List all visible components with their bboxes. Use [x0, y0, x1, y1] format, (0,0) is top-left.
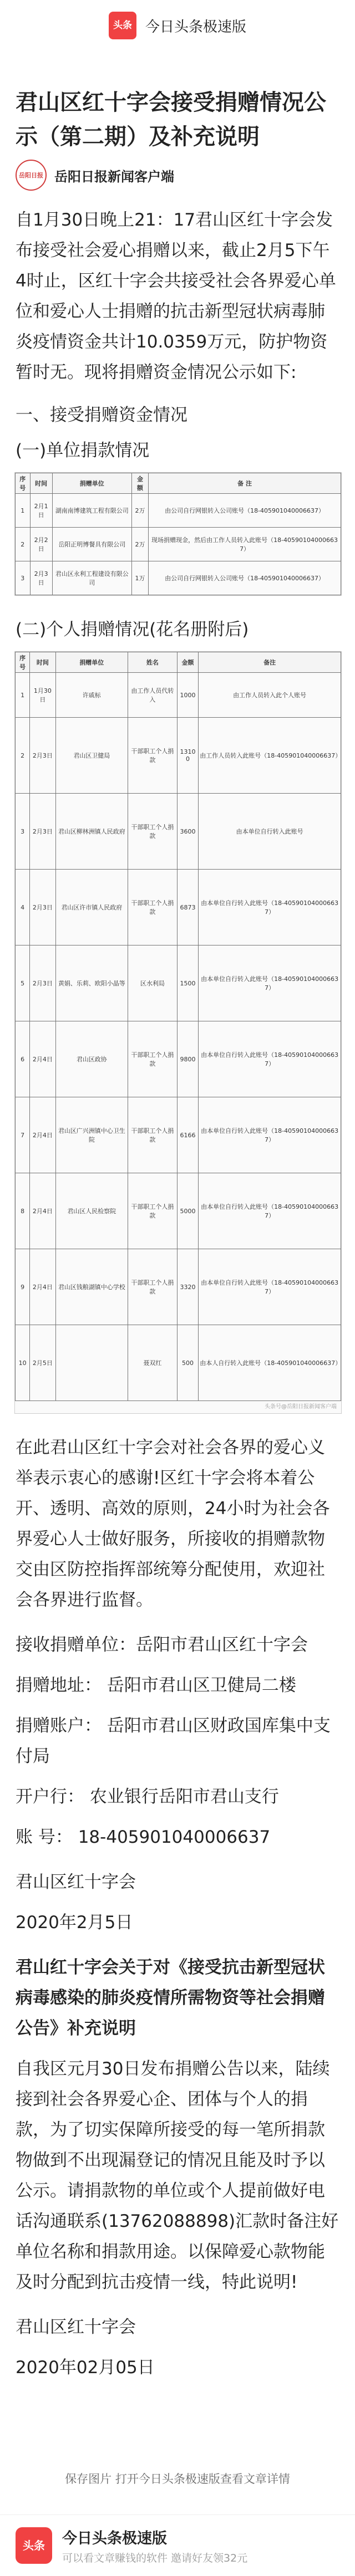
table-cell: 由本单位自行转入此账号	[199, 794, 341, 870]
promo-app-name: 今日头条极速版	[62, 2530, 167, 2547]
person-donation-table-image	[14, 651, 342, 1414]
table-cell: 13100	[177, 718, 199, 794]
table-cell: 1万	[131, 561, 148, 595]
table-cell: 君山区柳林洲镇人民政府	[55, 794, 128, 870]
table-cell: 君山区许市镇人民政府	[55, 870, 128, 945]
table-cell: 4	[16, 870, 30, 945]
table-cell: 2月3日	[30, 794, 55, 870]
table-cell: 由公司自行网银转入公司账号（18-405901040006637）	[149, 494, 341, 528]
table-cell: 干部职工个人捐款	[128, 1249, 178, 1325]
address-line: 捐赠地址： 岳阳市君山区卫健局二楼	[16, 1675, 296, 1695]
table-cell: 聂双红	[128, 1325, 178, 1401]
table-cell: 3	[16, 561, 31, 595]
supplement-body: 自我区元月30日发布捐赠公告以来，陆续接到社会各界爱心企、团体与个人的捐款，为了切实保障所接受的每一笔所捐款物做到不出现漏登记的情况且能及时予以公示。请捐款物的单位或个人提前做好电话沟通联系(13762088898)汇款时备注好单位名称和捐款用途。以保障爱心款物能及时分配到抗击疫情一线，特此说明!	[16, 2059, 339, 2292]
table-row	[16, 561, 341, 595]
table-cell: 7	[16, 1097, 30, 1173]
table-row	[16, 718, 341, 794]
intro-paragraph: 自1月30日晚上21：17君山区红十字会发布接受社会爱心捐赠以来，截止2月5下午4时止，区红十字会共接受社会各界爱心单位和爱心人士捐赠的抗击新型冠状病毒肺炎疫情资金共计10.0359万元，防护物资暂时无。现将捐赠资金情况公示如下:	[16, 210, 336, 382]
table-header-cell: 姓名	[128, 652, 178, 673]
table-cell: 3600	[177, 794, 199, 870]
source-name: 岳阳日报新闻客户端	[54, 168, 174, 185]
signature-2: 君山区红十字会	[16, 2317, 136, 2337]
promo-slogan: 可以看文章赚钱的软件 邀请好友领32元	[62, 2552, 248, 2564]
table-cell: 君山区卫健局	[55, 718, 128, 794]
table-cell: 黄娟、乐莉、欧阳小晶等	[55, 945, 128, 1021]
article	[0, 51, 355, 2383]
table-cell: 1500	[177, 945, 199, 1021]
table-cell: 干部职工个人捐款	[128, 718, 178, 794]
table-cell: 由本单位自行转入此账号（18-405901040006637）	[199, 945, 341, 1021]
table-cell: 5	[16, 945, 30, 1021]
table-cell: 500	[177, 1325, 199, 1401]
table-row	[16, 1249, 341, 1325]
table-row	[16, 1021, 341, 1097]
table-cell: 由本人自行转入此账号（18-405901040006637）	[199, 1325, 341, 1401]
table-cell: 岳阳正明博餐具有限公司	[52, 528, 131, 561]
table-header-cell: 备注	[199, 652, 341, 673]
table-header-cell: 金额	[177, 652, 199, 673]
table-header-cell: 时间	[30, 473, 52, 494]
table-cell: 由公司自行网银转入公司账号（18-405901040006637）	[149, 561, 341, 595]
table-row	[16, 494, 341, 528]
supplement-title: 君山红十字会关于对《接受抗击新型冠状病毒感染的肺炎疫情所需物资等社会捐赠公告》补充说明	[16, 1957, 325, 2038]
table-cell: 2万	[131, 528, 148, 561]
table-row	[16, 1173, 341, 1249]
table-cell: 君山区人民检察院	[55, 1173, 128, 1249]
table-cell: 干部职工个人捐款	[128, 794, 178, 870]
table-row	[16, 1325, 341, 1401]
receiver-line: 接收捐赠单位：岳阳市君山区红十字会	[16, 1635, 308, 1655]
table-cell: 君山区广兴洲镇中心卫生院	[55, 1097, 128, 1173]
table-cell: 2	[16, 718, 30, 794]
table-cell: 由工作人员转入此个人账号	[199, 673, 341, 718]
thanks-paragraph: 在此君山区红十字会对社会各界的爱心义举表示衷心的感谢!区红十字会将本着公开、透明、高效的原则，24小时为社会各界爱心人士做好服务，所接收的捐赠款物交由区防控指挥部统筹分配使用，欢迎社会各界进行监督。	[16, 1438, 330, 1610]
table-cell: 10	[16, 1325, 30, 1401]
section-subheading-unit: (一)单位捐款情况	[16, 441, 150, 461]
table-cell: 2月2日	[30, 528, 52, 561]
table-cell: 2月3日	[30, 945, 55, 1021]
article-source[interactable]	[16, 160, 339, 191]
table-cell: 2月4日	[30, 1021, 55, 1097]
table-cell: 9800	[177, 1021, 199, 1097]
table-cell: 2月4日	[30, 1249, 55, 1325]
table-cell: 2月4日	[30, 1173, 55, 1249]
table-cell: 6873	[177, 870, 199, 945]
person-donation-table	[15, 652, 341, 1401]
bank-line: 开户行： 农业银行岳阳市君山支行	[16, 1787, 279, 1807]
unit-donation-table	[15, 473, 341, 595]
table-cell: 由本单位自行转入此账号（18-405901040006637）	[199, 1173, 341, 1249]
app-title: 今日头条极速版	[145, 18, 246, 35]
table-row	[16, 528, 341, 561]
table-cell: 君山区钱粮湖镇中心学校	[55, 1249, 128, 1325]
table-cell: 干部职工个人捐款	[128, 870, 178, 945]
table-header-cell: 序号	[16, 652, 30, 673]
table-cell: 由本单位自行转入此账号（18-405901040006637）	[199, 1097, 341, 1173]
table-row	[16, 794, 341, 870]
table-cell: 由本单位自行转入此账号（18-405901040006637）	[199, 1249, 341, 1325]
table-row	[16, 673, 341, 718]
table-watermark: 头条号@岳阳日报新闻客户端	[265, 1404, 337, 1410]
source-avatar: 岳阳日报	[16, 160, 47, 191]
promo-text	[62, 2526, 247, 2565]
table-header-cell: 时间	[30, 652, 55, 673]
table-cell: 5000	[177, 1173, 199, 1249]
table-cell: 2月5日	[30, 1325, 55, 1401]
table-cell: 现场捐赠现金，然后由工作人员转入此账号（18-405901040006637）	[149, 528, 341, 561]
app-header	[0, 0, 355, 51]
table-cell: 2月3日	[30, 870, 55, 945]
table-cell: 3320	[177, 1249, 199, 1325]
date-2: 2020年02月05日	[16, 2358, 155, 2378]
table-cell: 君山区永利工程建设有限公司	[52, 561, 131, 595]
section-heading-1: 一、接受捐赠资金情况	[16, 405, 187, 425]
unit-donation-table-image	[14, 472, 342, 596]
table-cell: 2月3日	[30, 561, 52, 595]
table-header-cell: 金 额	[131, 473, 148, 494]
table-cell: 1	[16, 673, 30, 718]
article-headline: 君山区红十字会接受捐赠情况公示（第二期）及补充说明	[16, 90, 326, 150]
table-cell: 8	[16, 1173, 30, 1249]
table-cell: 6	[16, 1021, 30, 1097]
table-cell: 1月30日	[30, 673, 55, 718]
table-header-cell: 序号	[16, 473, 31, 494]
save-image-note[interactable]: 保存图片 打开今日头条极速版查看文章详情	[65, 2472, 290, 2486]
table-cell: 许戚标	[55, 673, 128, 718]
table-cell: 2月4日	[30, 1097, 55, 1173]
table-cell: 由本单位自行转入此账号（18-405901040006637）	[199, 870, 341, 945]
table-cell: 由本单位自行转入此账号（18-405901040006637）	[199, 1021, 341, 1097]
account-line: 捐赠账户： 岳阳市君山区财政国库集中支付局	[16, 1716, 331, 1766]
table-cell: 1000	[177, 673, 199, 718]
table-cell: 区水利局	[128, 945, 178, 1021]
table-cell: 2月3日	[30, 718, 55, 794]
table-row	[16, 870, 341, 945]
table-cell: 3	[16, 794, 30, 870]
toutiao-logo-icon: 头条	[109, 12, 136, 39]
table-cell: 2	[16, 528, 31, 561]
table-header-cell: 捐赠单位	[52, 473, 131, 494]
table-cell: 9	[16, 1249, 30, 1325]
section-subheading-person: (二)个人捐赠情况(花名册附后)	[16, 620, 249, 640]
date-1: 2020年2月5日	[16, 1913, 133, 1933]
table-cell: 湖南南博建筑工程有限公司	[52, 494, 131, 528]
app-promo-bar[interactable]	[0, 2514, 355, 2576]
table-header-cell: 备 注	[149, 473, 341, 494]
table-cell: 6166	[177, 1097, 199, 1173]
table-cell: 1	[16, 494, 31, 528]
toutiao-app-icon: 头条	[16, 2527, 52, 2564]
table-cell: 2月1日	[30, 494, 52, 528]
account-number-line: 账 号： 18-405901040006637	[16, 1827, 271, 1847]
signature-1: 君山区红十字会	[16, 1872, 136, 1892]
table-cell: 干部职工个人捐款	[128, 1173, 178, 1249]
table-header-cell: 捐赠单位	[55, 652, 128, 673]
table-cell: 2万	[131, 494, 148, 528]
table-row	[16, 1097, 341, 1173]
table-cell: 干部职工个人捐款	[128, 1097, 178, 1173]
table-row	[16, 945, 341, 1021]
table-cell: 由工作人员转入此账号（18-405901040006637）	[199, 718, 341, 794]
table-cell: 由工作人员代转入	[128, 673, 178, 718]
table-cell: 君山区政协	[55, 1021, 128, 1097]
table-cell: 干部职工个人捐款	[128, 1021, 178, 1097]
table-cell	[55, 1325, 128, 1401]
